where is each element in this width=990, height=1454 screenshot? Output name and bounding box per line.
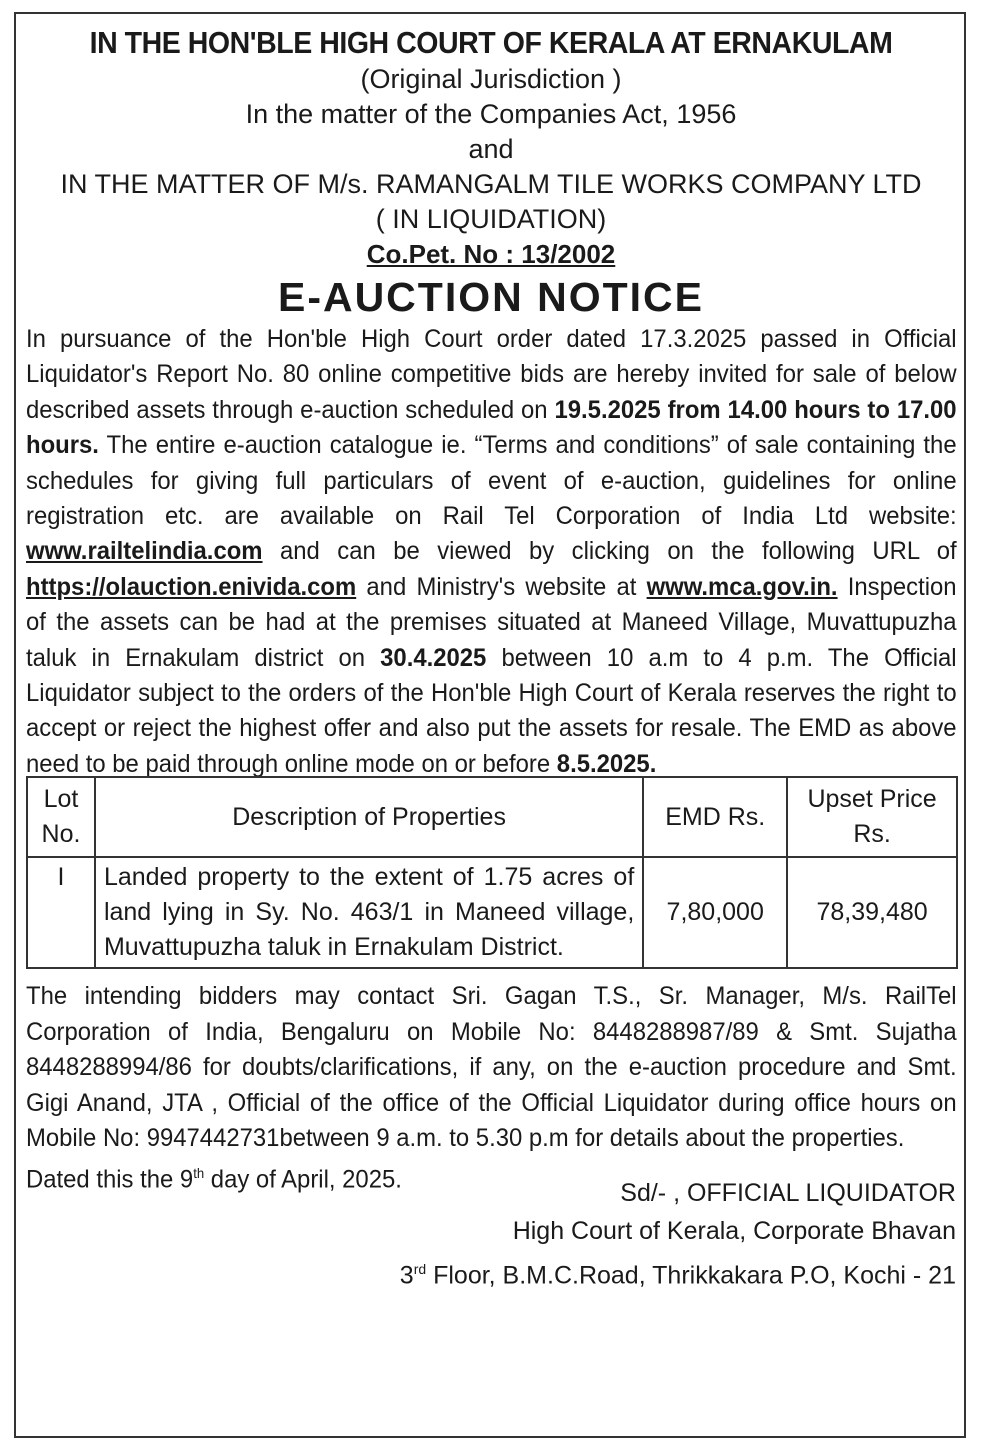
body-text-5: Inspection of the assets can be had at the premises situated at Maneed Village, Muvattupuzha taluk in Ernakulam district on (26, 572, 957, 672)
olauction-link[interactable]: https://olauction.enivida.com (26, 572, 357, 601)
cell-description: Landed property to the extent of 1.75 acres of land lying in Sy. No. 463/1 in Maneed village, Muvattupuzha taluk in Ernakulam District. (95, 857, 643, 968)
property-table (26, 776, 958, 969)
address-rest: Floor, B.M.C.Road, Thrikkakara P.O, Kochi - 21 (426, 1261, 956, 1290)
dated-post: day of April, 2025. (204, 1165, 402, 1194)
signature-line-1: Sd/- , OFFICIAL LIQUIDATOR (620, 1179, 956, 1208)
table-row (27, 857, 957, 968)
body-text-4: and Ministry's website at (356, 572, 647, 601)
auction-date: 19.5.2025 from 14.00 hours to 17.00 hours. (26, 395, 957, 460)
signature-line-3 (26, 1250, 956, 1294)
body-text-6: between 10 a.m to 4 p.m. The Official Liquidator subject to the orders of the Hon'ble High Court of Kerala reserves the right to accept or reject the highest offer and also put the assets for resale. The EMD as above need to be paid through online mode on or before (26, 643, 957, 778)
dated-pre: Dated this the 9 (26, 1165, 194, 1194)
emd-date: 8.5.2025. (556, 749, 657, 778)
inspection-date: 30.4.2025 (380, 643, 487, 672)
and-line: and (468, 134, 514, 164)
court-name: IN THE HON'BLE HIGH COURT OF KERALA AT ERNAKULAM (89, 25, 893, 60)
cell-lot: I (27, 857, 95, 968)
jurisdiction: (Original Jurisdiction ) (360, 64, 622, 94)
dated-sup: th (193, 1165, 205, 1182)
table-header-row (27, 777, 957, 857)
petition-number: Co.Pet. No : 13/2002 (366, 239, 616, 269)
header-description: Description of Properties (95, 777, 643, 857)
matter-act: In the matter of the Companies Act, 1956 (245, 99, 737, 129)
header-upset-price: Upset Price Rs. (787, 777, 957, 857)
address-floor-sup: rd (413, 1261, 427, 1278)
cell-emd: 7,80,000 (643, 857, 787, 968)
contact-text: The intending bidders may contact Sri. Gagan T.S., Sr. Manager, M/s. RailTel Corporation of India, Bengaluru on Mobile No: 8448288987/89 & Smt. Sujatha 8448288994/86 for doubts/clarifications, if any, on the e-auction procedure and Smt. Gigi Anand, JTA , Official of the office of the Official Liquidator during office hours on Mobile No: 9947442731between 9 a.m. to 5.30 p.m for details about the properties. (26, 982, 957, 1152)
notice-content (26, 24, 956, 1295)
body-text-1: In pursuance of the Hon'ble High Court order dated 17.3.2025 passed in Official Liquidator's Report No. 80 online competitive bids are hereby invited for sale of below described assets through e-auction scheduled on (26, 325, 957, 424)
header-emd: EMD Rs. (643, 777, 787, 857)
body-text-2: The entire e-auction catalogue ie. “Terms and conditions” of sale containing the schedules for giving full particulars of event of e-auction, guidelines for online registration etc. are available on Rail Tel Corporation of India Ltd website: (26, 431, 957, 531)
mca-link[interactable]: www.mca.gov.in. (646, 572, 838, 601)
notice-body (26, 322, 957, 782)
contact-paragraph (26, 979, 957, 1198)
notice-title: E-AUCTION NOTICE (277, 274, 705, 320)
header-lot-no: Lot No. (27, 777, 95, 857)
body-text-3: and can be viewed by clicking on the following URL of (262, 537, 957, 566)
notice-frame (14, 12, 966, 1438)
notice-header (26, 24, 956, 272)
cell-upset-price: 78,39,480 (787, 857, 957, 968)
signature-line-2: High Court of Kerala, Corporate Bhavan (512, 1217, 956, 1246)
liquidation-status: ( IN LIQUIDATION) (375, 204, 607, 234)
address-floor: 3 (399, 1261, 414, 1290)
railtel-link[interactable]: www.railtelindia.com (26, 537, 263, 566)
dated-line (26, 1156, 957, 1198)
company-matter: IN THE MATTER OF M/s. RAMANGALM TILE WORKS COMPANY LTD (60, 169, 922, 199)
